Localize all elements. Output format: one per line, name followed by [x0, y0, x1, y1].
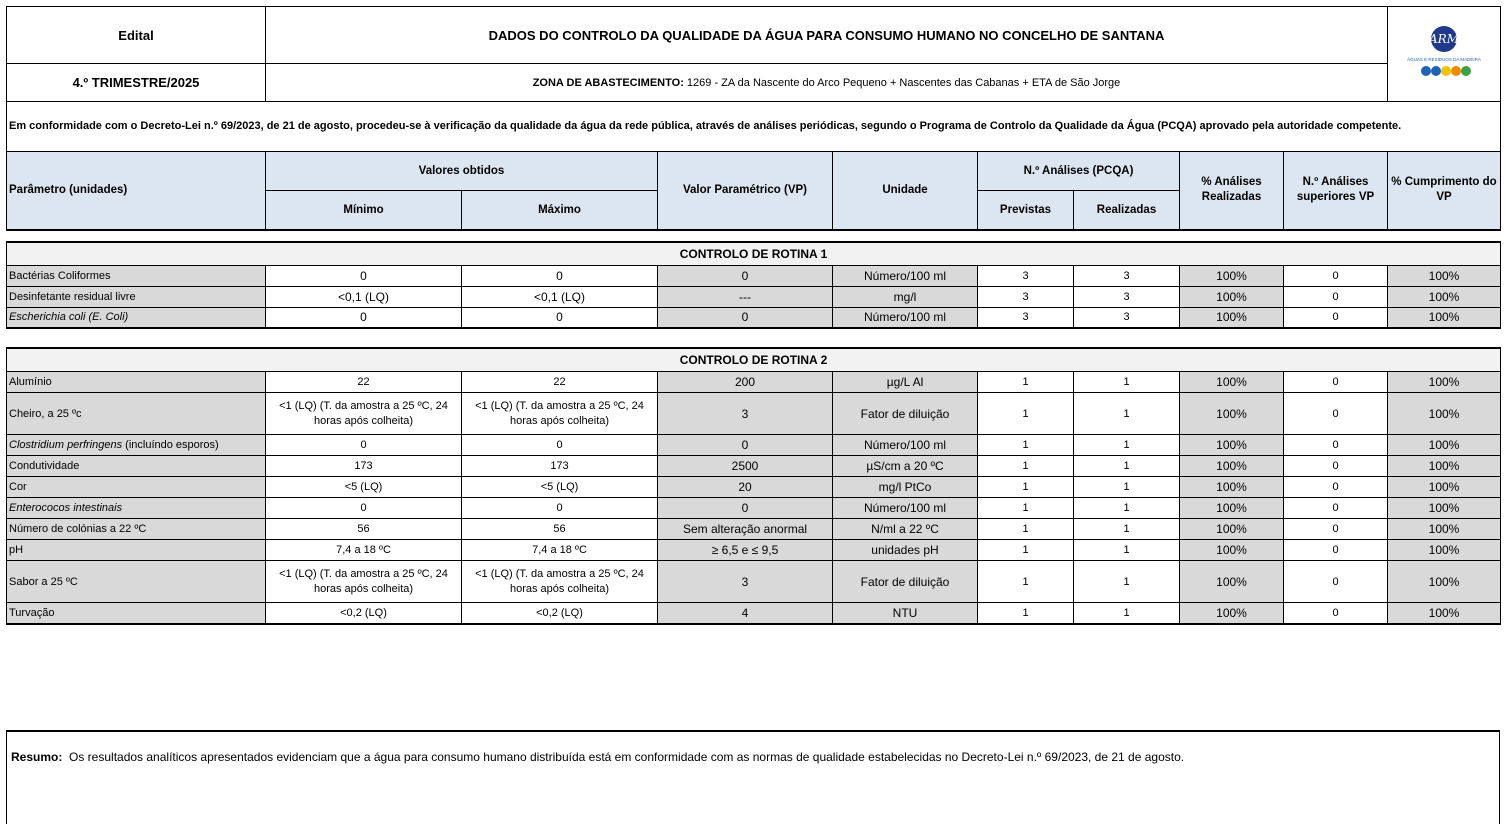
- value-unit: NTU: [833, 603, 978, 624]
- param-label: pH: [9, 544, 24, 556]
- value-realizadas: 3: [1074, 307, 1180, 328]
- param-label: Escherichia coli (E. Coli): [9, 311, 129, 324]
- table-row: [7, 307, 1501, 328]
- value-pct: 100%: [1180, 540, 1284, 561]
- quality-table: [6, 6, 1501, 641]
- value-previstas: 1: [978, 435, 1074, 456]
- param-name: [7, 372, 266, 393]
- value-max: <1 (LQ) (T. da amostra a 25 ºC, 24 horas após colheita): [462, 393, 658, 435]
- param-name: [7, 498, 266, 519]
- param-name: [7, 286, 266, 307]
- value-max: 0: [462, 498, 658, 519]
- value-realizadas: 1: [1074, 477, 1180, 498]
- value-previstas: 1: [978, 498, 1074, 519]
- value-vp: 3: [658, 561, 833, 603]
- value-realizadas: 1: [1074, 456, 1180, 477]
- value-realizadas: 1: [1074, 603, 1180, 624]
- zone-value: 1269 - ZA da Nascente do Arco Pequeno + Nascentes das Cabanas + ETA de São Jorge: [686, 76, 1121, 89]
- value-min: 0: [266, 265, 462, 286]
- value-cumprimento: 100%: [1388, 477, 1501, 498]
- table-row: [7, 540, 1501, 561]
- value-previstas: 1: [978, 456, 1074, 477]
- value-superiores: 0: [1284, 603, 1388, 624]
- col-pct-analises: % Análises Realizadas: [1180, 152, 1284, 230]
- value-unit: N/ml a 22 ºC: [833, 519, 978, 540]
- value-cumprimento: 100%: [1388, 372, 1501, 393]
- value-realizadas: 3: [1074, 265, 1180, 286]
- value-unit: µg/L Al: [833, 372, 978, 393]
- col-valores: Valores obtidos: [266, 152, 658, 191]
- param-label: Cheiro, a 25 ºc: [9, 407, 82, 420]
- value-previstas: 1: [978, 372, 1074, 393]
- param-label: Número de colónias a 22 ºC: [9, 523, 147, 535]
- zone-label: ZONA DE ABASTECIMENTO:: [532, 76, 684, 89]
- table-row: [7, 603, 1501, 624]
- summary-text: Os resultados analíticos apresentados evidenciam que a água para consumo humano distribuída está em conformidade com as normas de qualidade estabelecidas no Decreto-Lei n.º 69/2023, de 21 de agosto.: [69, 750, 1185, 764]
- value-realizadas: 3: [1074, 286, 1180, 307]
- value-min: 0: [266, 307, 462, 328]
- value-pct: 100%: [1180, 286, 1284, 307]
- page-title: DADOS DO CONTROLO DA QUALIDADE DA ÁGUA PARA CONSUMO HUMANO NO CONCELHO DE SANTANA: [266, 7, 1388, 64]
- value-unit: Número/100 ml: [833, 435, 978, 456]
- value-cumprimento: 100%: [1388, 307, 1501, 328]
- param-label: Sabor a 25 ºC: [9, 575, 78, 588]
- table-row: [7, 498, 1501, 519]
- value-vp: 200: [658, 372, 833, 393]
- value-cumprimento: 100%: [1388, 286, 1501, 307]
- value-cumprimento: 100%: [1388, 561, 1501, 603]
- value-cumprimento: 100%: [1388, 393, 1501, 435]
- param-name: [7, 603, 266, 624]
- value-vp: 0: [658, 498, 833, 519]
- table-row: [7, 561, 1501, 603]
- param-label: Alumínio: [9, 376, 52, 388]
- value-superiores: 0: [1284, 286, 1388, 307]
- param-label: Clostridium perfringens: [9, 439, 123, 451]
- col-param: Parâmetro (unidades): [7, 152, 266, 230]
- value-min: 22: [266, 372, 462, 393]
- summary-box: [6, 730, 1500, 824]
- value-unit: Número/100 ml: [833, 307, 978, 328]
- param-name: [7, 393, 266, 435]
- value-pct: 100%: [1180, 603, 1284, 624]
- value-previstas: 1: [978, 561, 1074, 603]
- section-title: CONTROLO DE ROTINA 1: [7, 242, 1501, 266]
- value-min: 56: [266, 519, 462, 540]
- col-max: Máximo: [462, 191, 658, 230]
- col-analises: N.º Análises (PCQA): [978, 152, 1180, 191]
- value-pct: 100%: [1180, 498, 1284, 519]
- value-superiores: 0: [1284, 456, 1388, 477]
- value-max: 56: [462, 519, 658, 540]
- value-max: 22: [462, 372, 658, 393]
- param-label: Cor: [9, 481, 27, 493]
- value-pct: 100%: [1180, 477, 1284, 498]
- value-min: 0: [266, 435, 462, 456]
- period-cell: 4.º TRIMESTRE/2025: [7, 64, 266, 102]
- value-pct: 100%: [1180, 307, 1284, 328]
- value-unit: Fator de diluição: [833, 393, 978, 435]
- col-min: Mínimo: [266, 191, 462, 230]
- value-cumprimento: 100%: [1388, 435, 1501, 456]
- value-max: <0,2 (LQ): [462, 603, 658, 624]
- value-vp: ---: [658, 286, 833, 307]
- edital-cell: Edital: [7, 7, 266, 64]
- section-title: CONTROLO DE ROTINA 2: [7, 348, 1501, 372]
- param-label: Condutividade: [9, 460, 80, 472]
- value-max: 0: [462, 307, 658, 328]
- value-pct: 100%: [1180, 372, 1284, 393]
- table-row: [7, 477, 1501, 498]
- param-label: Enterococos intestinais: [9, 502, 123, 514]
- value-pct: 100%: [1180, 519, 1284, 540]
- value-superiores: 0: [1284, 498, 1388, 519]
- value-previstas: 1: [978, 603, 1074, 624]
- value-previstas: 3: [978, 307, 1074, 328]
- value-vp: ≥ 6,5 e ≤ 9,5: [658, 540, 833, 561]
- param-name: [7, 265, 266, 286]
- value-superiores: 0: [1284, 393, 1388, 435]
- svg-text:ÁGUAS E RESÍDUOS DA MADEIRA: ÁGUAS E RESÍDUOS DA MADEIRA: [1407, 57, 1481, 62]
- value-realizadas: 1: [1074, 540, 1180, 561]
- section-spacer: [7, 230, 1501, 242]
- value-min: 0: [266, 498, 462, 519]
- value-min: <1 (LQ) (T. da amostra a 25 ºC, 24 horas após colheita): [266, 393, 462, 435]
- value-cumprimento: 100%: [1388, 265, 1501, 286]
- value-unit: Número/100 ml: [833, 265, 978, 286]
- value-previstas: 1: [978, 477, 1074, 498]
- value-previstas: 1: [978, 519, 1074, 540]
- value-vp: 0: [658, 307, 833, 328]
- section-spacer: [7, 624, 1501, 641]
- value-min: <0,1 (LQ): [266, 286, 462, 307]
- value-superiores: 0: [1284, 561, 1388, 603]
- value-superiores: 0: [1284, 265, 1388, 286]
- value-vp: 0: [658, 435, 833, 456]
- value-unit: unidades pH: [833, 540, 978, 561]
- value-previstas: 3: [978, 286, 1074, 307]
- value-superiores: 0: [1284, 477, 1388, 498]
- arm-logo-icon: [1399, 19, 1489, 89]
- value-max: 173: [462, 456, 658, 477]
- zone-cell: [266, 64, 1388, 102]
- value-cumprimento: 100%: [1388, 519, 1501, 540]
- value-vp: 0: [658, 265, 833, 286]
- value-min: <1 (LQ) (T. da amostra a 25 ºC, 24 horas após colheita): [266, 561, 462, 603]
- table-row: [7, 519, 1501, 540]
- value-min: 7,4 a 18 ºC: [266, 540, 462, 561]
- param-name: [7, 435, 266, 456]
- logo: [1388, 7, 1501, 102]
- table-row: [7, 372, 1501, 393]
- value-realizadas: 1: [1074, 561, 1180, 603]
- value-realizadas: 1: [1074, 393, 1180, 435]
- value-vp: Sem alteração anormal: [658, 519, 833, 540]
- param-label: Desinfetante residual livre: [9, 290, 136, 303]
- value-max: 7,4 a 18 ºC: [462, 540, 658, 561]
- param-name: [7, 540, 266, 561]
- table-row: [7, 435, 1501, 456]
- value-vp: 20: [658, 477, 833, 498]
- value-unit: mg/l: [833, 286, 978, 307]
- value-superiores: 0: [1284, 372, 1388, 393]
- param-name: [7, 561, 266, 603]
- param-label: Bactérias Coliformes: [9, 269, 111, 282]
- value-max: <0,1 (LQ): [462, 286, 658, 307]
- value-realizadas: 1: [1074, 435, 1180, 456]
- value-previstas: 3: [978, 265, 1074, 286]
- col-realizadas: Realizadas: [1074, 191, 1180, 230]
- param-name: [7, 519, 266, 540]
- param-name: [7, 477, 266, 498]
- table-row: [7, 265, 1501, 286]
- col-unidade: Unidade: [833, 152, 978, 230]
- svg-text:ARM: ARM: [1429, 32, 1459, 46]
- value-pct: 100%: [1180, 265, 1284, 286]
- value-pct: 100%: [1180, 393, 1284, 435]
- value-pct: 100%: [1180, 456, 1284, 477]
- value-vp: 4: [658, 603, 833, 624]
- param-suffix: (incluíndo esporos): [122, 439, 219, 451]
- value-unit: mg/l PtCo: [833, 477, 978, 498]
- value-unit: µS/cm a 20 ºC: [833, 456, 978, 477]
- value-superiores: 0: [1284, 307, 1388, 328]
- value-cumprimento: 100%: [1388, 498, 1501, 519]
- value-unit: Número/100 ml: [833, 498, 978, 519]
- summary-label: Resumo:: [11, 750, 63, 764]
- value-vp: 3: [658, 393, 833, 435]
- table-row: [7, 393, 1501, 435]
- value-cumprimento: 100%: [1388, 603, 1501, 624]
- value-unit: Fator de diluição: [833, 561, 978, 603]
- value-superiores: 0: [1284, 540, 1388, 561]
- value-cumprimento: 100%: [1388, 540, 1501, 561]
- value-pct: 100%: [1180, 435, 1284, 456]
- value-min: <5 (LQ): [266, 477, 462, 498]
- value-vp: 2500: [658, 456, 833, 477]
- value-superiores: 0: [1284, 519, 1388, 540]
- param-name: [7, 307, 266, 328]
- col-vp: Valor Paramétrico (VP): [658, 152, 833, 230]
- col-superiores: N.º Análises superiores VP: [1284, 152, 1388, 230]
- value-max: <1 (LQ) (T. da amostra a 25 ºC, 24 horas após colheita): [462, 561, 658, 603]
- value-max: 0: [462, 265, 658, 286]
- param-name: [7, 456, 266, 477]
- value-realizadas: 1: [1074, 498, 1180, 519]
- table-row: [7, 456, 1501, 477]
- value-max: <5 (LQ): [462, 477, 658, 498]
- value-pct: 100%: [1180, 561, 1284, 603]
- value-max: 0: [462, 435, 658, 456]
- value-realizadas: 1: [1074, 519, 1180, 540]
- value-realizadas: 1: [1074, 372, 1180, 393]
- value-min: <0,2 (LQ): [266, 603, 462, 624]
- value-previstas: 1: [978, 393, 1074, 435]
- value-superiores: 0: [1284, 435, 1388, 456]
- table-row: [7, 286, 1501, 307]
- value-min: 173: [266, 456, 462, 477]
- col-previstas: Previstas: [978, 191, 1074, 230]
- value-cumprimento: 100%: [1388, 456, 1501, 477]
- section-spacer: [7, 328, 1501, 348]
- param-label: Turvação: [9, 606, 55, 619]
- intro-text: Em conformidade com o Decreto-Lei n.º 69/2023, de 21 de agosto, procedeu-se à verificação da qualidade da água da rede pública, através de análises periódicas, segundo o Programa de Controlo da Qualidade da Água (PCQA) aprovado pela autoridade competente.: [7, 102, 1501, 152]
- value-previstas: 1: [978, 540, 1074, 561]
- col-cumprimento: % Cumprimento do VP: [1388, 152, 1501, 230]
